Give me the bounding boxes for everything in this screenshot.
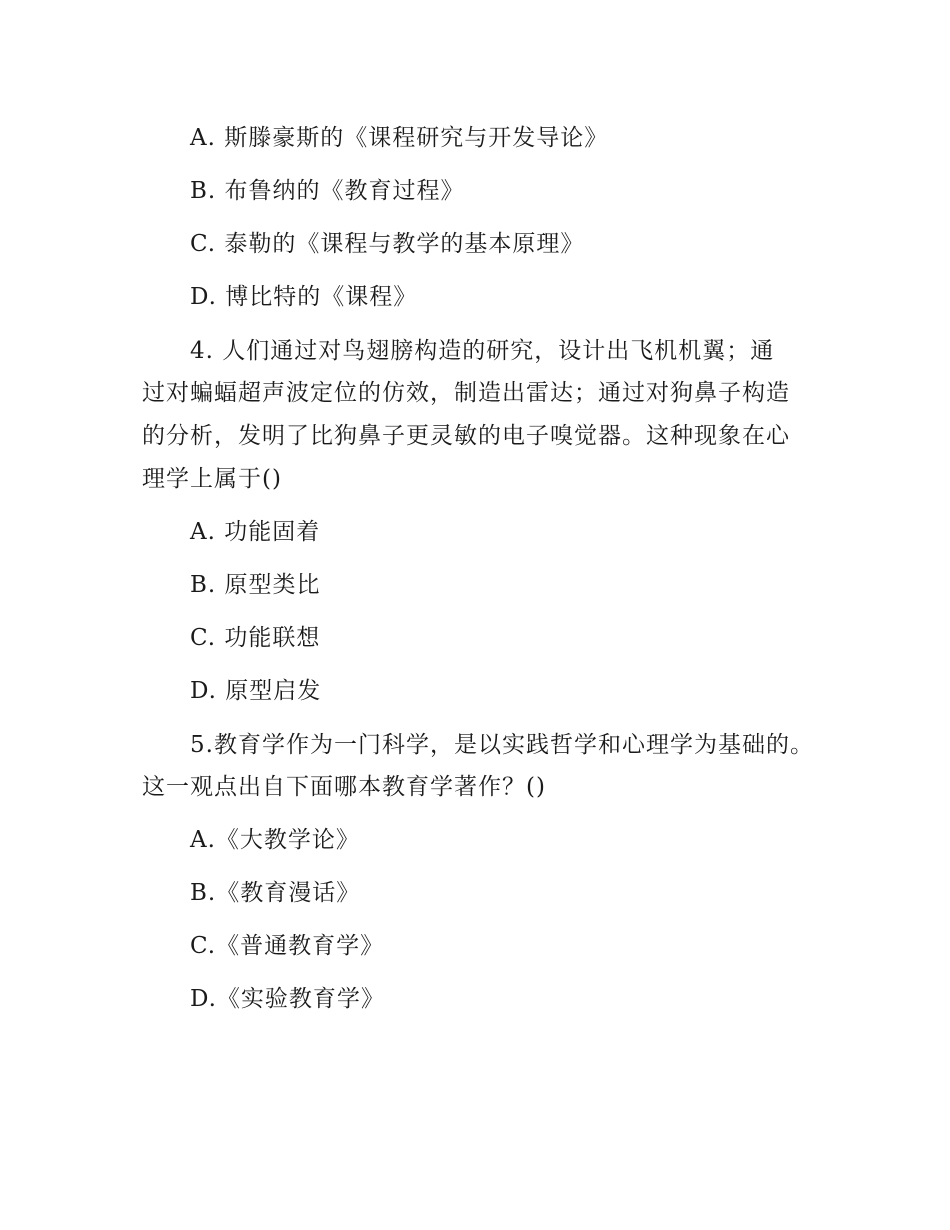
q5-option-c: C.《普通教育学》: [190, 933, 385, 959]
q3-option-b: B. 布鲁纳的《教育过程》: [190, 178, 465, 204]
q4-text-line-2: 过对蝙蝠超声波定位的仿效，制造出雷达；通过对狗鼻子构造: [142, 380, 790, 406]
q5-option-a: A.《大教学论》: [190, 827, 360, 853]
q4-option-b: B. 原型类比: [190, 572, 321, 598]
q3-option-a: A. 斯滕豪斯的《课程研究与开发导论》: [190, 125, 609, 151]
q4-option-d: D. 原型启发: [190, 678, 322, 704]
q3-option-c: C. 泰勒的《课程与教学的基本原理》: [190, 231, 585, 257]
q5-text-line-1: 5.教育学作为一门科学，是以实践哲学和心理学为基础的。: [190, 732, 814, 758]
q5-text-line-2: 这一观点出自下面哪本教育学著作？(): [142, 774, 546, 800]
q4-text-line-1: 4. 人们通过对鸟翅膀构造的研究，设计出飞机机翼；通: [190, 338, 775, 364]
q4-option-c: C. 功能联想: [190, 625, 321, 651]
q3-option-d: D. 博比特的《课程》: [190, 284, 418, 310]
q4-text-line-3: 的分析，发明了比狗鼻子更灵敏的电子嗅觉器。这种现象在心: [142, 423, 790, 449]
q5-option-d: D.《实验教育学》: [190, 986, 385, 1012]
q4-text-line-4: 理学上属于(): [142, 466, 282, 492]
q5-option-b: B.《教育漫话》: [190, 880, 361, 906]
q4-option-a: A. 功能固着: [190, 519, 321, 545]
